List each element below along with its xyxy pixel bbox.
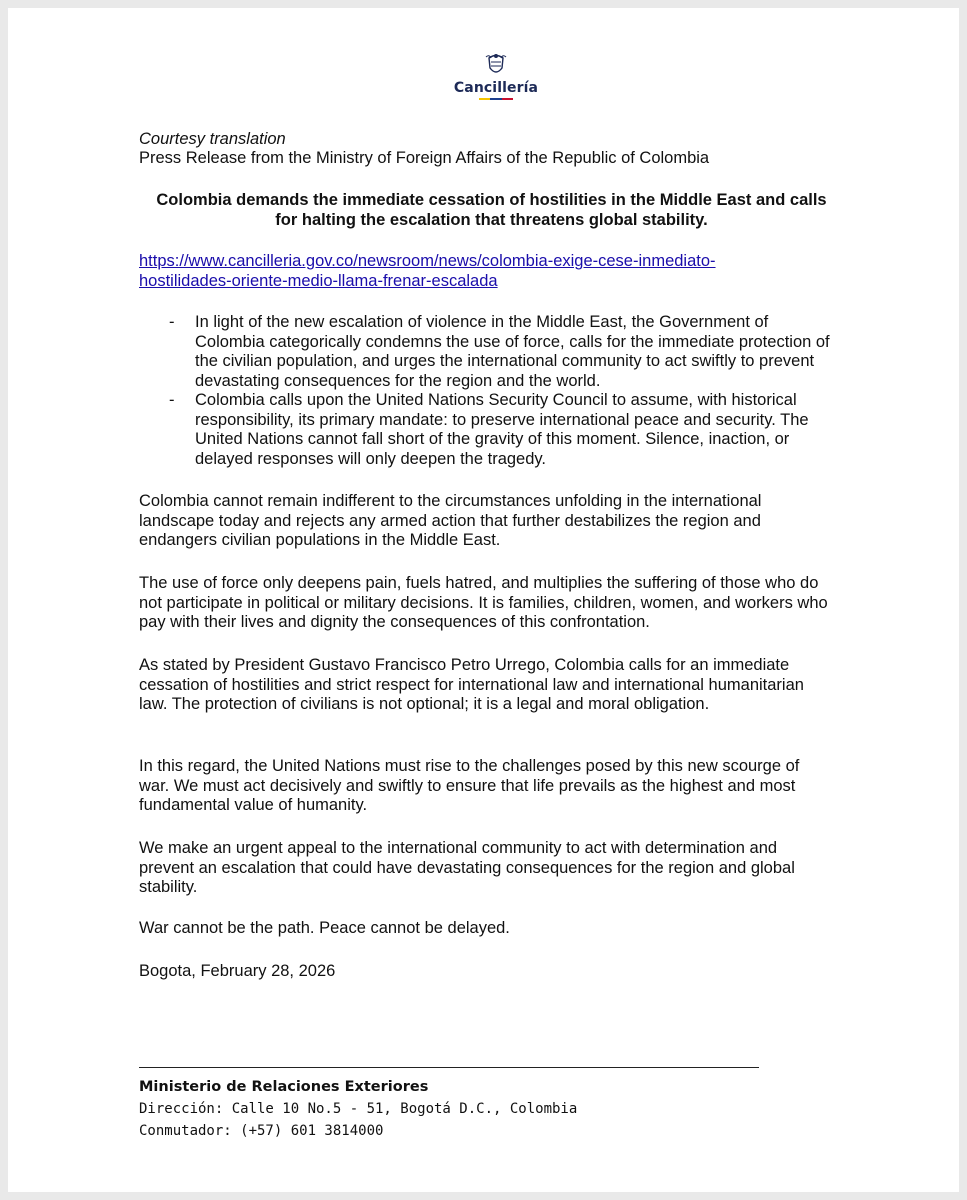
courtesy-note: Courtesy translation <box>139 130 286 148</box>
paragraph: Colombia cannot remain indifferent to the circumstances unfolding in the international landscape today and rejects any armed action that further destabilizes the region and endangers civilian populations in the Middle East. <box>139 492 762 549</box>
bullet-item <box>139 391 839 469</box>
footer-org: Ministerio de Relaciones Exteriores <box>139 1079 429 1095</box>
paragraph: We make an urgent appeal to the international community to act with determination and prevent an escalation that could have devastating consequences for the region and global stability. <box>139 839 795 896</box>
bullet-marker: - <box>169 391 175 409</box>
bullet-list <box>139 313 839 469</box>
cancilleria-logo <box>451 52 541 114</box>
source-line: Press Release from the Ministry of Foreign Affairs of the Republic of Colombia <box>139 149 710 167</box>
bullet-text: Colombia calls upon the United Nations Security Council to assume, with historical responsibility, its primary mandate: to preserve international peace and security. The United Nations cannot fall short of the gravity of this moment. Silence, inaction, or delayed responses will only deepen the tragedy. <box>195 391 809 468</box>
paragraph: In this regard, the United Nations must rise to the challenges posed by this new scourge of war. We must act decisively and swiftly to ensure that life prevails as the highest and most fundamental value of humanity. <box>139 757 800 814</box>
press-release-title: Colombia demands the immediate cessation of hostilities in the Middle East and calls for halting the escalation that threatens global stability. <box>156 191 827 229</box>
bullet-marker: - <box>169 313 175 331</box>
flag-yellow <box>479 98 490 100</box>
closing-statement: War cannot be the path. Peace cannot be delayed. <box>139 919 510 937</box>
document-page <box>8 8 959 1192</box>
coat-of-arms-icon <box>485 52 507 78</box>
flag-stripe <box>479 98 513 100</box>
footer-phone: Conmutador: (+57) 601 3814000 <box>139 1123 384 1139</box>
footer-address: Dirección: Calle 10 No.5 - 51, Bogotá D.C., Colombia <box>139 1101 578 1117</box>
paragraph: The use of force only deepens pain, fuels hatred, and multiplies the suffering of those who do not participate in political or military decisions. It is families, children, women, and workers who pay with their lives and dignity the consequences of this confrontation. <box>139 574 828 631</box>
bullet-text: In light of the new escalation of violence in the Middle East, the Government of Colombia categorically condemns the use of force, calls for the immediate protection of the civilian population, and urges the international community to act swiftly to prevent devastating consequences for the region and the world. <box>195 313 830 390</box>
bullet-item <box>139 313 839 391</box>
footer-divider <box>139 1067 759 1068</box>
paragraph: As stated by President Gustavo Francisco Petro Urrego, Colombia calls for an immediate cessation of hostilities and strict respect for international law and international humanitarian law. The protection of civilians is not optional; it is a legal and moral obligation. <box>139 656 804 713</box>
footer <box>139 1076 577 1142</box>
dateline: Bogota, February 28, 2026 <box>139 962 336 980</box>
brand-name: Cancillería <box>453 80 539 96</box>
source-link-line-1: https://www.cancilleria.gov.co/newsroom/news/colombia-exige-cese-inmediato- <box>139 252 716 270</box>
source-link-line-2: hostilidades-oriente-medio-llama-frenar-escalada <box>139 271 498 290</box>
source-link[interactable] <box>139 252 839 291</box>
flag-red <box>502 98 513 100</box>
flag-blue <box>490 98 501 100</box>
